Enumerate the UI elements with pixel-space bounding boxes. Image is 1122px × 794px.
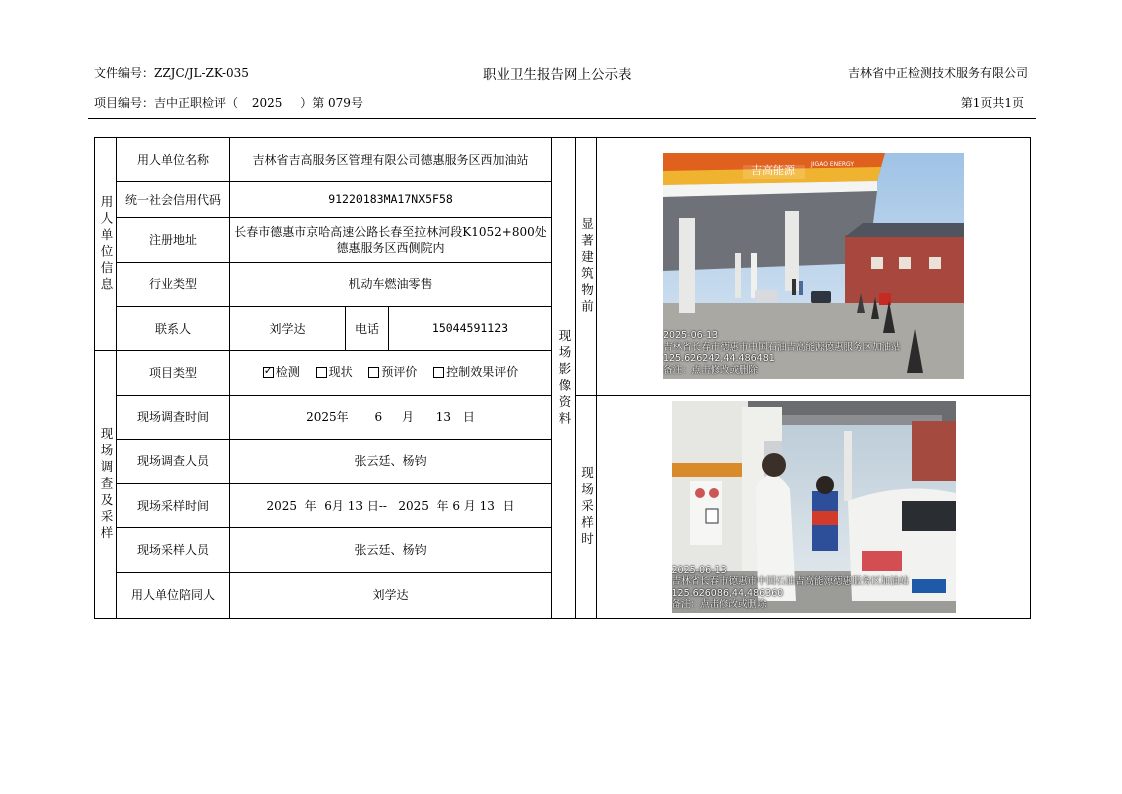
survey-date-day: 13 [435,410,452,425]
building-front-label: 显著建筑物前 [576,138,597,396]
project-type-label: 项目类型 [117,351,230,395]
station-sign-text: 吉高能源 [751,164,795,178]
photo2-location: 吉林省长春市德惠市中国石油吉高能源德惠服务区加油站 [671,576,910,588]
checkbox-inspection-label: 检测 [275,365,300,380]
checkbox-status[interactable] [316,364,353,380]
samplers-value: 张云廷、杨钧 [230,528,552,572]
surveyors-value: 张云廷、杨钧 [230,439,552,483]
address-label: 注册地址 [117,218,230,262]
company-name: 吉林省中正检测技术服务有限公司 [847,66,1028,80]
scene-images-section: 现场影像资料 [552,138,576,619]
employer-name-value: 吉林省吉高服务区管理有限公司德惠服务区西加油站 [230,138,552,182]
photo1-note[interactable]: 备注：点击修改或删除 [663,364,759,376]
photo1-date: 2025-06-13 [663,330,719,342]
survey-date-day-unit: 日 [462,410,475,425]
contact-value: 刘学达 [230,307,346,351]
checkbox-inspection[interactable] [263,364,300,380]
photo2-date: 2025-06-13 [671,564,727,576]
survey-time-label: 现场调查时间 [117,395,230,439]
photo2-note[interactable]: 备注：点击修改或删除 [671,599,767,611]
photo1-location: 吉林省长春市德惠市中国石油吉高能源德惠服务区加油站 [663,341,901,353]
checkbox-inspection-box[interactable] [263,367,274,378]
photo2-watermark [672,565,910,611]
companion-value: 刘学达 [230,572,552,618]
disclosure-table [94,137,1031,619]
checkbox-pre-evaluation-label: 预评价 [381,365,418,380]
gas-station-photo [663,153,964,379]
photo2-coords: 125.626086,44.486360 [671,587,784,599]
industry-label: 行业类型 [117,262,230,306]
phone-label: 电话 [346,307,389,351]
survey-date-month: 6 [374,410,383,425]
survey-date-value [230,395,552,439]
industry-value: 机动车燃油零售 [230,262,552,306]
samplers-label: 现场采样人员 [117,528,230,572]
credit-code-label: 统一社会信用代码 [117,182,230,218]
sampling-time-label: 现场采样时间 [117,484,230,528]
checkbox-status-box[interactable] [316,367,327,378]
checkbox-control-effect-box[interactable] [433,367,444,378]
surveyors-label: 现场调查人员 [117,439,230,483]
project-number-year: 2025 [251,96,283,110]
building-photo-cell [597,138,1031,396]
phone-value: 15044591123 [389,307,552,351]
contact-label: 联系人 [117,307,230,351]
page-info: 第1页共1页 [960,96,1024,110]
station-sign-en: JIGAO ENERGY [811,161,855,169]
employer-name-label: 用人单位名称 [117,138,230,182]
address-value: 长春市德惠市京哈高速公路长春至拉林河段K1052+800处德惠服务区西侧院内 [230,218,552,262]
companion-label: 用人单位陪同人 [117,572,230,618]
credit-code-value: 91220183MA17NX5F58 [230,182,552,218]
document-title: 职业卫生报告网上公示表 [483,67,632,83]
checkbox-status-label: 现状 [328,365,353,380]
header-divider [88,118,1036,119]
survey-sampling-section: 现场调查及采样 [95,351,117,619]
sampling-photo-cell [597,395,1031,618]
survey-date-year: 2025年 [306,410,349,425]
photo1-watermark [663,330,901,376]
checkbox-control-effect[interactable] [433,364,518,380]
project-type-options [230,351,552,395]
checkbox-control-effect-label: 控制效果评价 [446,365,519,380]
employer-info-section: 用人单位信息 [95,138,117,351]
photo1-coords: 125.626242,44.486481 [663,353,775,365]
project-number-prefix: 项目编号：吉中正职检评（ [94,96,239,110]
checkbox-pre-evaluation-box[interactable] [368,367,379,378]
sampling-time-photo-label: 现场采样时 [576,395,597,618]
checkbox-pre-evaluation[interactable] [368,364,417,380]
sampling-photo [672,401,956,613]
file-number: 文件编号：ZZJC/JL-ZK-035 [94,66,249,80]
project-number [94,94,363,111]
project-number-suffix: ）第 079号 [300,96,363,110]
survey-date-month-unit: 月 [401,410,414,425]
sampling-date-value: 2025 年 6月 13 日-- 2025 年 6 月 13 日 [230,484,552,528]
